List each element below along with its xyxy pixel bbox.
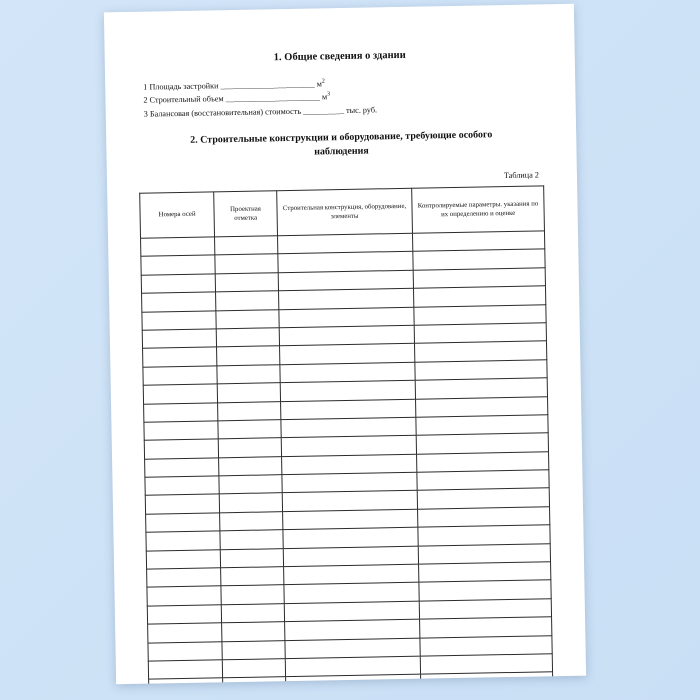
table-cell[interactable]: [282, 472, 417, 493]
field-1-unit-exponent: 2: [321, 78, 325, 85]
table-cell[interactable]: [222, 622, 285, 642]
table-cell[interactable]: [148, 660, 222, 680]
table-cell[interactable]: [221, 567, 284, 587]
table-cell[interactable]: [216, 291, 279, 311]
table-cell[interactable]: [215, 236, 278, 256]
table-cell[interactable]: [278, 270, 413, 291]
table-cell[interactable]: [413, 249, 545, 270]
table-cell[interactable]: [222, 640, 285, 660]
table-cell[interactable]: [279, 307, 414, 328]
table-cell[interactable]: [281, 399, 416, 420]
table-header: [140, 186, 545, 238]
table-cell[interactable]: [148, 623, 222, 643]
table-cell[interactable]: [283, 546, 418, 567]
table-cell[interactable]: [143, 384, 217, 404]
table-cell[interactable]: [285, 638, 420, 659]
table-cell[interactable]: [219, 493, 282, 513]
table-cell[interactable]: [417, 470, 549, 491]
table-column-header-structure: Строительная конструкция, оборудование, элементы: [277, 188, 413, 235]
table-cell[interactable]: [223, 677, 286, 684]
field-3-number: 3: [143, 109, 148, 119]
table-cell[interactable]: [415, 378, 547, 399]
field-2-number: 2: [143, 96, 148, 106]
table-cell[interactable]: [221, 603, 284, 623]
table-cell[interactable]: [284, 601, 419, 622]
table-cell[interactable]: [282, 454, 417, 475]
table-cell[interactable]: [419, 599, 551, 620]
table-cell[interactable]: [142, 329, 216, 349]
field-2-unit-exponent: 3: [327, 91, 331, 99]
table-cell[interactable]: [147, 568, 221, 588]
table-cell[interactable]: [219, 456, 282, 476]
table-cell[interactable]: [146, 531, 220, 551]
table-cell[interactable]: [280, 362, 415, 383]
table-cell[interactable]: [141, 274, 215, 294]
table-cell[interactable]: [420, 617, 552, 638]
table-cell[interactable]: [144, 421, 218, 441]
table-cell[interactable]: [418, 525, 550, 546]
table-column-header-axes: Номера осей: [140, 192, 215, 238]
document-page: [104, 4, 586, 684]
table-cell[interactable]: [278, 252, 413, 273]
table-cell[interactable]: [281, 417, 416, 438]
table-cell[interactable]: [147, 605, 221, 625]
table-cell[interactable]: [285, 656, 420, 677]
table-header-row: [140, 186, 545, 238]
table-cell[interactable]: [217, 346, 280, 366]
table-cell[interactable]: [278, 233, 413, 254]
table-cell[interactable]: [421, 672, 553, 684]
table-cell[interactable]: [417, 451, 549, 472]
section-1-heading: 1. Общие сведения о здании: [273, 49, 406, 64]
table-cell[interactable]: [220, 512, 283, 532]
section-2-heading-line-1: 2. Строительные конструкции и оборудование, требующие особого: [190, 129, 493, 146]
table-cell[interactable]: [219, 475, 282, 495]
table-cell[interactable]: [417, 488, 549, 509]
table-caption: Таблица 2: [503, 170, 540, 181]
table-cell[interactable]: [141, 255, 215, 275]
table-cell[interactable]: [147, 586, 221, 606]
table-cell[interactable]: [415, 341, 547, 362]
table-cell[interactable]: [285, 619, 420, 640]
table-cell[interactable]: [284, 583, 419, 604]
table-cell[interactable]: [143, 366, 217, 386]
table-cell[interactable]: [413, 268, 545, 289]
table-cell[interactable]: [283, 509, 418, 530]
table-cell[interactable]: [412, 231, 544, 252]
table-cell[interactable]: [146, 549, 220, 569]
table-cell[interactable]: [217, 364, 280, 384]
field-1-label: Площадь застройки: [149, 81, 219, 92]
table-cell[interactable]: [279, 325, 414, 346]
table-cell[interactable]: [286, 675, 421, 685]
section-2-heading-line-2: наблюдения: [314, 145, 369, 158]
field-2-blank: _______________________: [225, 92, 320, 104]
table-column-header-parameters: Контролируемые параметры. указания по их определению и оценке: [412, 186, 545, 233]
table-cell[interactable]: [419, 562, 551, 583]
table-cell[interactable]: [283, 527, 418, 548]
table-cell[interactable]: [416, 396, 548, 417]
table-cell[interactable]: [418, 543, 550, 564]
table-cell[interactable]: [215, 254, 278, 274]
table-cell[interactable]: [222, 659, 285, 679]
table-cell[interactable]: [218, 420, 281, 440]
table-cell[interactable]: [279, 288, 414, 309]
table-cell[interactable]: [419, 580, 551, 601]
field-2-unit: м: [321, 92, 328, 102]
general-info-field-list: [143, 73, 548, 120]
table-cell[interactable]: [216, 328, 279, 348]
observation-table: [139, 185, 553, 684]
table-cell[interactable]: [218, 438, 281, 458]
table-cell[interactable]: [281, 436, 416, 457]
table-cell[interactable]: [218, 401, 281, 421]
table-cell[interactable]: [146, 513, 220, 533]
table-cell[interactable]: [280, 344, 415, 365]
table-cell[interactable]: [142, 292, 216, 312]
table-cell[interactable]: [148, 641, 222, 661]
table-cell[interactable]: [145, 458, 219, 478]
table-cell[interactable]: [221, 585, 284, 605]
table-cell[interactable]: [282, 491, 417, 512]
document-content: [132, 32, 557, 655]
field-3-unit: тыс. руб.: [345, 105, 378, 115]
table-cell[interactable]: [142, 310, 216, 330]
table-cell[interactable]: [414, 323, 546, 344]
table-cell[interactable]: [416, 415, 548, 436]
table-cell[interactable]: [144, 402, 218, 422]
table-cell[interactable]: [418, 507, 550, 528]
table-cell[interactable]: [141, 237, 215, 257]
table-cell[interactable]: [280, 380, 415, 401]
table-cell[interactable]: [220, 530, 283, 550]
table-cell[interactable]: [416, 433, 548, 454]
table-cell[interactable]: [414, 304, 546, 325]
table-cell[interactable]: [284, 564, 419, 585]
table-cell[interactable]: [145, 476, 219, 496]
field-3-blank: __________: [302, 105, 345, 116]
field-3-label: Балансовая (восстановительная) стоимость: [149, 106, 302, 119]
section-2-heading: [134, 127, 548, 162]
table-cell[interactable]: [216, 309, 279, 329]
table-cell[interactable]: [215, 273, 278, 293]
field-1-unit: м: [316, 79, 322, 89]
field-1-blank: _______________________: [220, 79, 315, 91]
table-cell[interactable]: [413, 286, 545, 307]
field-2-label: Строительный объем: [149, 94, 224, 105]
table-column-header-design-mark: Проектная отметка: [214, 191, 278, 237]
table-cell[interactable]: [143, 347, 217, 367]
table-cell[interactable]: [217, 383, 280, 403]
field-1-number: 1: [143, 82, 148, 92]
table-cell[interactable]: [420, 654, 552, 675]
table-cell[interactable]: [145, 494, 219, 514]
table-cell[interactable]: [420, 635, 552, 656]
table-cell[interactable]: [149, 678, 223, 684]
table-cell[interactable]: [415, 360, 547, 381]
table-cell[interactable]: [220, 548, 283, 568]
table-body: [141, 231, 553, 684]
table-cell[interactable]: [144, 439, 218, 459]
